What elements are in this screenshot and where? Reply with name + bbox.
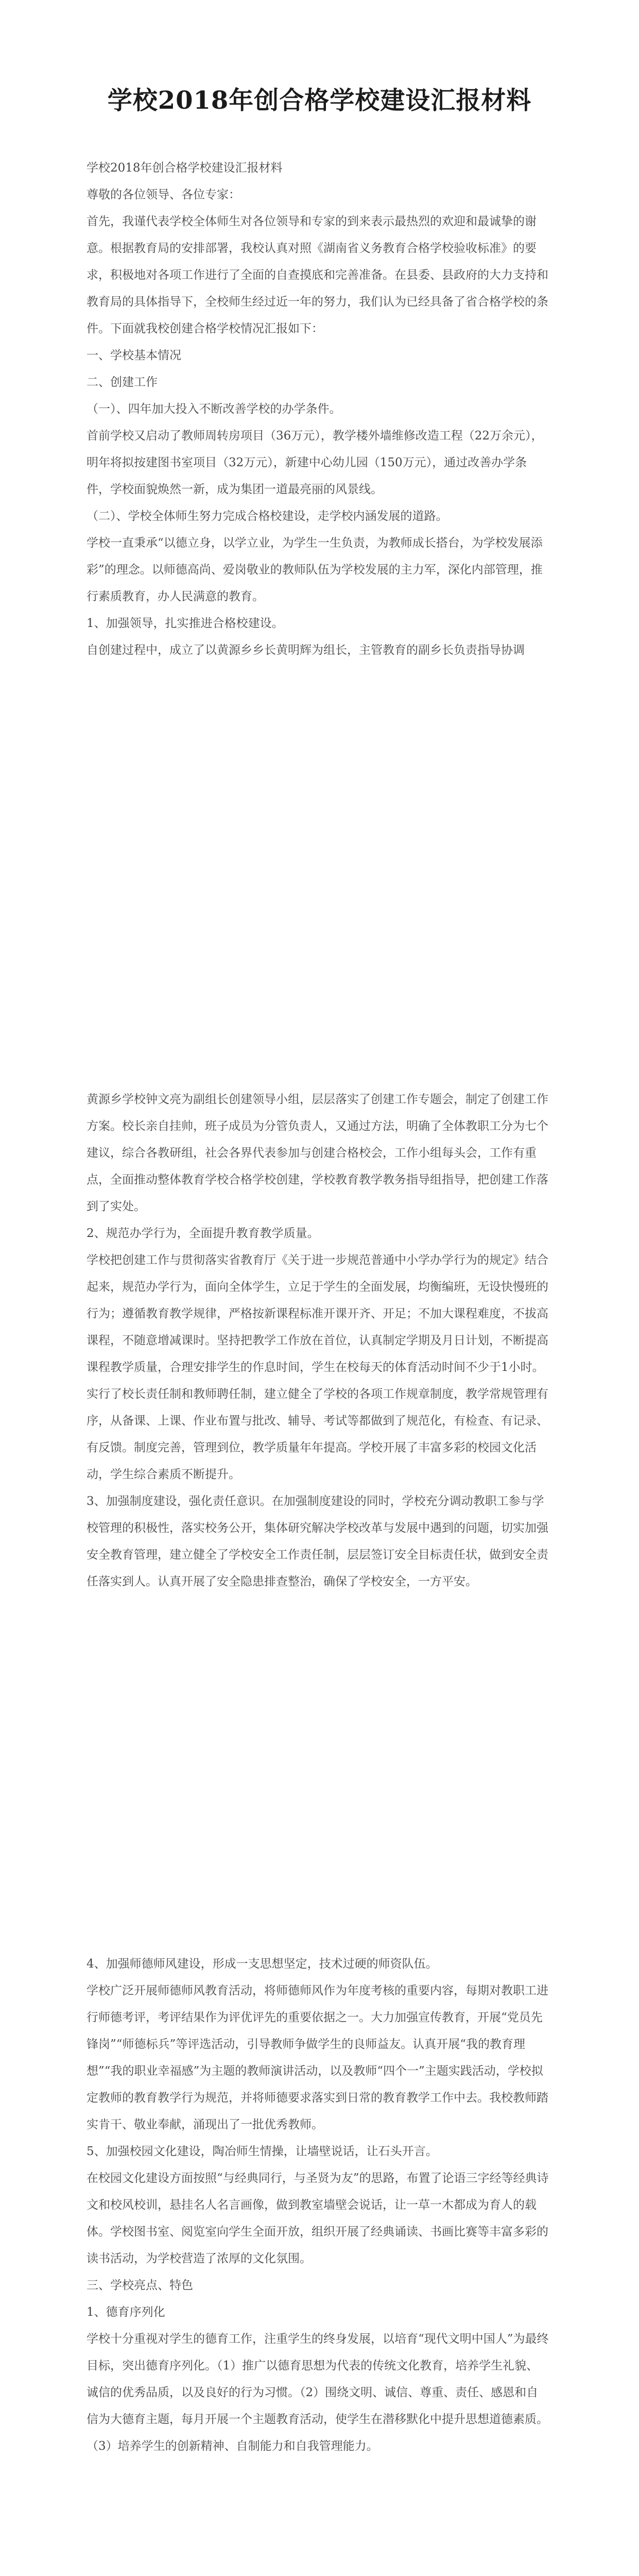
section-heading: 一、学校基本情况 <box>87 349 181 362</box>
section-heading: 三、学校亮点、特色 <box>87 2279 193 2292</box>
body-section-3 <box>87 1951 550 2460</box>
body-section-2 <box>87 1086 550 1595</box>
document-body <box>87 155 550 2576</box>
item-heading: 5、加强校园文化建设，陶冶师生情操，让墙壁说话，让石头开言。 <box>87 2145 438 2158</box>
item-heading: 2、规范办学行为，全面提升教育教学质量。 <box>87 1227 319 1240</box>
paragraph: 学校一直秉承“以德立身，以学立业，为学生一生负责，为教师成长搭台，为学校发展添彩”的理念。以师德高尚、爱岗敬业的教师队伍为学校发展的主力军，深化内部管理，推行素质教育，办人民满意的教育。 <box>87 536 543 603</box>
item-heading: 1、加强领导，扎实推进合格校建设。 <box>87 617 284 630</box>
blank-gap <box>87 2460 550 2576</box>
salutation: 尊敬的各位领导、各位专家： <box>87 188 240 201</box>
paragraph: 首前学校又启动了教师周转房项目（36万元），教学楼外墙维修改造工程（22万余元）， <box>87 429 543 443</box>
subsection-heading: （一）、四年加大投入不断改善学校的办学条件。 <box>87 402 341 416</box>
paragraph: 首先，我谨代表学校全体师生对各位领导和专家的到来表示最热烈的欢迎和最诚挚的谢意。根据教育局的安排部署，我校认真对照《湖南省义务教育合格学校验收标准》的要求，积极地对各项工作进行了全面的自查摸底和完善准备。在县委、县政府的大力支持和教育局的具体指导下，全校师生经过近一年的努力，我们认为已经具备了省合格学校的条件。下面就我校创建合格学校情况汇报如下： <box>87 215 548 335</box>
blank-gap <box>87 664 550 1086</box>
page-title: 学校2018年创合格学校建设汇报材料 <box>107 86 532 115</box>
item-heading: 1、德育序列化 <box>87 2306 165 2319</box>
paragraph: 学校十分重视对学生的德育工作，注重学生的终身发展，以培育“现代文明中国人”为最终目标，突出德育序列化。（1）推广以德育思想为代表的传统文化教育，培养学生礼貌、诚信的优秀品质，以及良好的行为习惯。（2）围绕文明、诚信、尊重、责任、感恩和自信为大德育主题，每月开展一个主题教育活动，使学生在潜移默化中提升思想道德素质。（3）培养学生的创新精神、自制能力和自我管理能力。 <box>87 2332 549 2453</box>
paragraph: 黄源乡学校钟文亮为副组长创建领导小组，层层落实了创建工作专题会，制定了创建工作方案。校长亲自挂帅，班子成员为分管负责人，又通过方法，明确了全体教职工分为七个建议，综合各教研组，社会各界代表参加与创建合格校会，工作小组每头会，工作有重点，全面推动整体教育学校合格学校创建，学校教育教学教务指导组指导，把创建工作落到了实处。 <box>87 1093 548 1213</box>
paragraph: 学校广泛开展师德师风教育活动，将师德师风作为年度考核的重要内容，每期对教职工进行师德考评，考评结果作为评优评先的重要依据之一。大力加强宣传教育，开展“党员先锋岗”“师德标兵”等评选活动，引导教师争做学生的良师益友。认真开展“我的教育理想”“我的职业幸福感”为主题的教师演讲活动，以及教师“四个一”主题实践活动，学校拟定教师的教育教学行为规范，并将师德要求落实到日常的教育教学工作中去。我校教师踏实肯干、敬业奉献，涌现出了一批优秀教师。 <box>87 1984 548 2131</box>
paragraph: 在校园文化建设方面按照“与经典同行，与圣贤为友”的思路，布置了论语三字经等经典诗文和校风校训，悬挂名人名言画像，做到教室墙壁会说话，让一草一木都成为育人的载体。学校图书室、阅览室向学生全面开放，组织开展了经典诵读、书画比赛等丰富多彩的读书活动，为学校营造了浓厚的文化氛围。 <box>87 2172 549 2265</box>
item-heading: 4、加强师德师风建设，形成一支思想坚定，技术过硬的师资队伍。 <box>87 1957 438 1971</box>
paragraph: 明年将拟按建图书室项目（32万元），新建中心幼儿园（150万元），通过改善办学条件，学校面貌焕然一新，成为集团一道最亮丽的风景线。 <box>87 456 527 496</box>
subtitle-line: 学校2018年创合格学校建设汇报材料 <box>87 161 283 175</box>
section-heading: 二、创建工作 <box>87 376 158 389</box>
subsection-heading: （二）、学校全体师生努力完成合格校建设，走学校内涵发展的道路。 <box>87 510 448 523</box>
paragraph: 3、加强制度建设，强化责任意识。在加强制度建设的同时，学校充分调动教职工参与学校管理的积极性，落实校务公开，集体研究解决学校改革与发展中遇到的问题，切实加强安全教育管理，建立健全了学校安全工作责任制，层层签订安全目标责任状，做到安全责任落实到人。认真开展了安全隐患排查整治，确保了学校安全，一方平安。 <box>87 1495 548 1588</box>
body-section-1 <box>87 155 550 664</box>
paragraph: 学校把创建工作与贯彻落实省教育厅《关于进一步规范普通中小学办学行为的规定》结合起来，规范办学行为，面向全体学生，立足于学生的全面发展，均衡编班，无设快慢班的行为；遵循教育教学规律，严格按新课程标准开课开齐、开足；不加大课程难度，不拔高课程，不随意增减课时。坚持把教学工作放在首位，认真制定学期及月日计划，不断提高课程教学质量，合理安排学生的作息时间，学生在校每天的体育活动时间不少于1小时。实行了校长责任制和教师聘任制，建立健全了学校的各项工作规章制度，教学常规管理有序，从备课、上课、作业布置与批改、辅导、考试等都做到了规范化，有检查、有记录、有反馈。制度完善，管理到位，教学质量年年提高。学校开展了丰富多彩的校园文化活动，学生综合素质不断提升。 <box>87 1253 548 1481</box>
blank-gap <box>87 1595 550 1951</box>
paragraph: 自创建过程中，成立了以黄源乡乡长黄明辉为组长，主管教育的副乡长负责指导协调 <box>87 643 525 657</box>
